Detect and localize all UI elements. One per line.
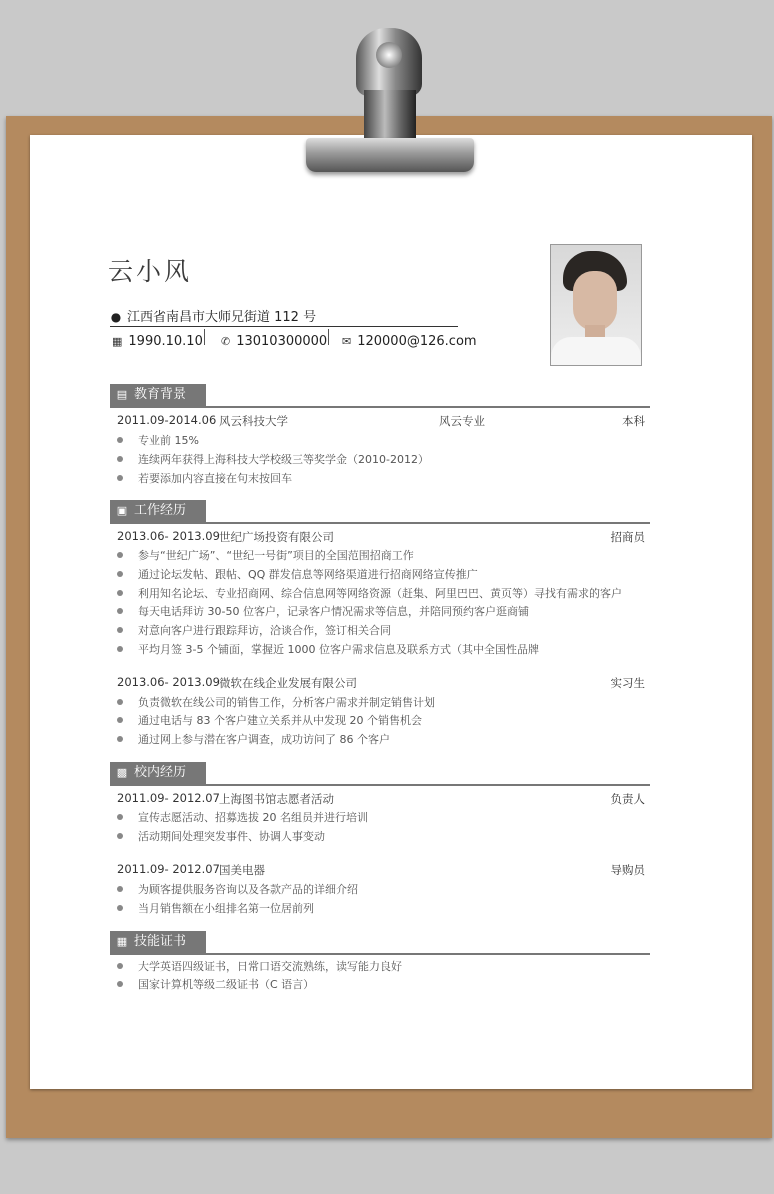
list-item xyxy=(117,432,647,450)
list-item xyxy=(117,694,647,712)
entry-role: 负责人 xyxy=(610,792,645,806)
bullet-dot xyxy=(117,627,123,633)
binder-clip-icon xyxy=(356,28,422,96)
bullet-dot xyxy=(117,814,123,820)
entry-org: 世纪广场投资有限公司 xyxy=(219,530,334,544)
phone-number: 13010300000 xyxy=(236,333,328,349)
mail-icon: ✉ xyxy=(342,334,352,348)
bullet-text: 国家计算机等级二级证书（C 语言） xyxy=(138,978,315,991)
list-item xyxy=(117,603,647,621)
map-pin-icon: ● xyxy=(110,310,122,324)
bullet-dot xyxy=(117,833,123,839)
birth-row xyxy=(112,331,203,351)
entry-org: 上海图书馆志愿者活动 xyxy=(219,792,334,806)
photo-face xyxy=(573,271,617,331)
section-title: 技能证书 xyxy=(134,934,187,949)
clip-hole xyxy=(376,42,402,68)
section-education xyxy=(110,384,650,408)
list-item xyxy=(117,585,647,603)
section-title: 教育背景 xyxy=(134,387,187,402)
entry-org: 微软在线企业发展有限公司 xyxy=(219,676,357,690)
bullet-dot xyxy=(117,456,123,462)
entry-role: 实习生 xyxy=(610,676,645,690)
bullet-dot xyxy=(117,886,123,892)
entry-org: 风云科技大学 xyxy=(219,414,288,428)
bullet-dot xyxy=(117,571,123,577)
profile-photo xyxy=(550,244,642,366)
list-item xyxy=(117,976,647,994)
divider xyxy=(328,329,329,345)
email-address: 120000@126.com xyxy=(357,333,477,349)
binder-clip-base xyxy=(306,138,474,172)
section-tab xyxy=(110,500,206,522)
bullet-dot xyxy=(117,646,123,652)
bullet-dot xyxy=(117,699,123,705)
bullet-text: 平均月签 3-5 个铺面，掌握近 1000 位客户需求信息及联系方式（其中全国性品牌 xyxy=(138,643,539,656)
calendar-icon: ▦ xyxy=(112,334,123,348)
section-work xyxy=(110,500,650,524)
entry-org: 国美电器 xyxy=(219,863,265,877)
entry-date: 2013.06- 2013.09 xyxy=(117,675,220,689)
section-skills xyxy=(110,931,650,955)
campus-entry xyxy=(117,791,645,809)
bullet-text: 利用知名论坛、专业招商网、综合信息网等网络资源（赶集、阿里巴巴、黄页等）寻找有需求的客户 xyxy=(138,587,622,600)
entry-date: 2011.09- 2012.07 xyxy=(117,862,220,876)
list-item xyxy=(117,712,647,730)
education-entry xyxy=(117,413,645,431)
section-campus xyxy=(110,762,650,786)
bullet-dot xyxy=(117,475,123,481)
bullet-dot xyxy=(117,736,123,742)
bullet-text: 宣传志愿活动、招募选拔 20 名组员并进行培训 xyxy=(138,811,368,824)
bullet-text: 通过网上参与潜在客户调查，成功访问了 86 个客户 xyxy=(138,733,390,746)
bullet-dot xyxy=(117,905,123,911)
bullet-text: 通过电话与 83 个客户建立关系并从中发现 20 个销售机会 xyxy=(138,714,422,727)
phone-icon: ✆ xyxy=(221,334,231,348)
resume-name: 云小风 xyxy=(108,257,193,286)
bullet-dot xyxy=(117,590,123,596)
list-item xyxy=(117,566,647,584)
birth-date: 1990.10.10 xyxy=(128,333,203,349)
list-item xyxy=(117,958,647,976)
list-item xyxy=(117,828,647,846)
entry-role: 本科 xyxy=(622,414,645,428)
entry-date: 2011.09- 2012.07 xyxy=(117,791,220,805)
bullet-text: 通过论坛发帖、跟帖、QQ 群发信息等网络渠道进行招商网络宣传推广 xyxy=(138,568,478,581)
phone-row xyxy=(221,331,327,351)
bullet-text: 负责微软在线公司的销售工作，分析客户需求并制定销售计划 xyxy=(138,696,435,709)
address-text: 江西省南昌市大师兄街道 112 号 xyxy=(127,310,317,325)
bullet-dot xyxy=(117,437,123,443)
work-entry xyxy=(117,529,645,547)
bullet-text: 每天电话拜访 30-50 位客户，记录客户情况需求等信息，并陪同预约客户逛商铺 xyxy=(138,605,529,618)
divider xyxy=(204,329,205,345)
email-row xyxy=(342,331,477,351)
address-row xyxy=(110,306,458,327)
photo-shirt xyxy=(551,337,641,366)
campus-entry xyxy=(117,862,645,880)
list-item xyxy=(117,622,647,640)
bullet-text: 为顾客提供服务咨询以及各款产品的详细介绍 xyxy=(138,883,358,896)
bullet-dot xyxy=(117,608,123,614)
section-tab xyxy=(110,762,206,784)
bullet-text: 大学英语四级证书，日常口语交流熟练，读写能力良好 xyxy=(138,960,402,973)
bullet-dot xyxy=(117,552,123,558)
work-entry xyxy=(117,675,645,693)
bullet-text: 活动期间处理突发事件、协调人事变动 xyxy=(138,830,325,843)
entry-date: 2011.09-2014.06 xyxy=(117,413,217,427)
bullet-dot xyxy=(117,717,123,723)
certificate-icon: ▦ xyxy=(116,935,128,948)
bullet-text: 当月销售额在小组排名第一位居前列 xyxy=(138,902,314,915)
section-title: 工作经历 xyxy=(134,503,187,518)
bullet-text: 连续两年获得上海科技大学校级三等奖学金（2010-2012） xyxy=(138,453,429,466)
section-title: 校内经历 xyxy=(134,765,187,780)
section-tab xyxy=(110,931,206,953)
bullet-text: 参与“世纪广场”、“世纪一号街”项目的全国范围招商工作 xyxy=(138,549,414,562)
briefcase-icon: ▣ xyxy=(116,504,128,517)
list-item xyxy=(117,881,647,899)
bullet-text: 对意向客户进行跟踪拜访，洽谈合作，签订相关合同 xyxy=(138,624,391,637)
list-item xyxy=(117,547,647,565)
section-tab xyxy=(110,384,206,406)
list-item xyxy=(117,470,647,488)
entry-role: 招商员 xyxy=(610,530,645,544)
list-item xyxy=(117,809,647,827)
book-icon: ▤ xyxy=(116,388,128,401)
bullet-dot xyxy=(117,963,123,969)
entry-major: 风云专业 xyxy=(439,414,485,428)
toolbox-icon: ▩ xyxy=(116,766,128,779)
list-item xyxy=(117,641,647,659)
bullet-dot xyxy=(117,981,123,987)
list-item xyxy=(117,900,647,918)
binder-clip-neck xyxy=(364,90,416,142)
list-item xyxy=(117,451,647,469)
bullet-text: 专业前 15% xyxy=(138,434,199,447)
entry-role: 导购员 xyxy=(610,863,645,877)
list-item xyxy=(117,731,647,749)
entry-date: 2013.06- 2013.09 xyxy=(117,529,220,543)
bullet-text: 若要添加内容直接在句末按回车 xyxy=(138,472,292,485)
